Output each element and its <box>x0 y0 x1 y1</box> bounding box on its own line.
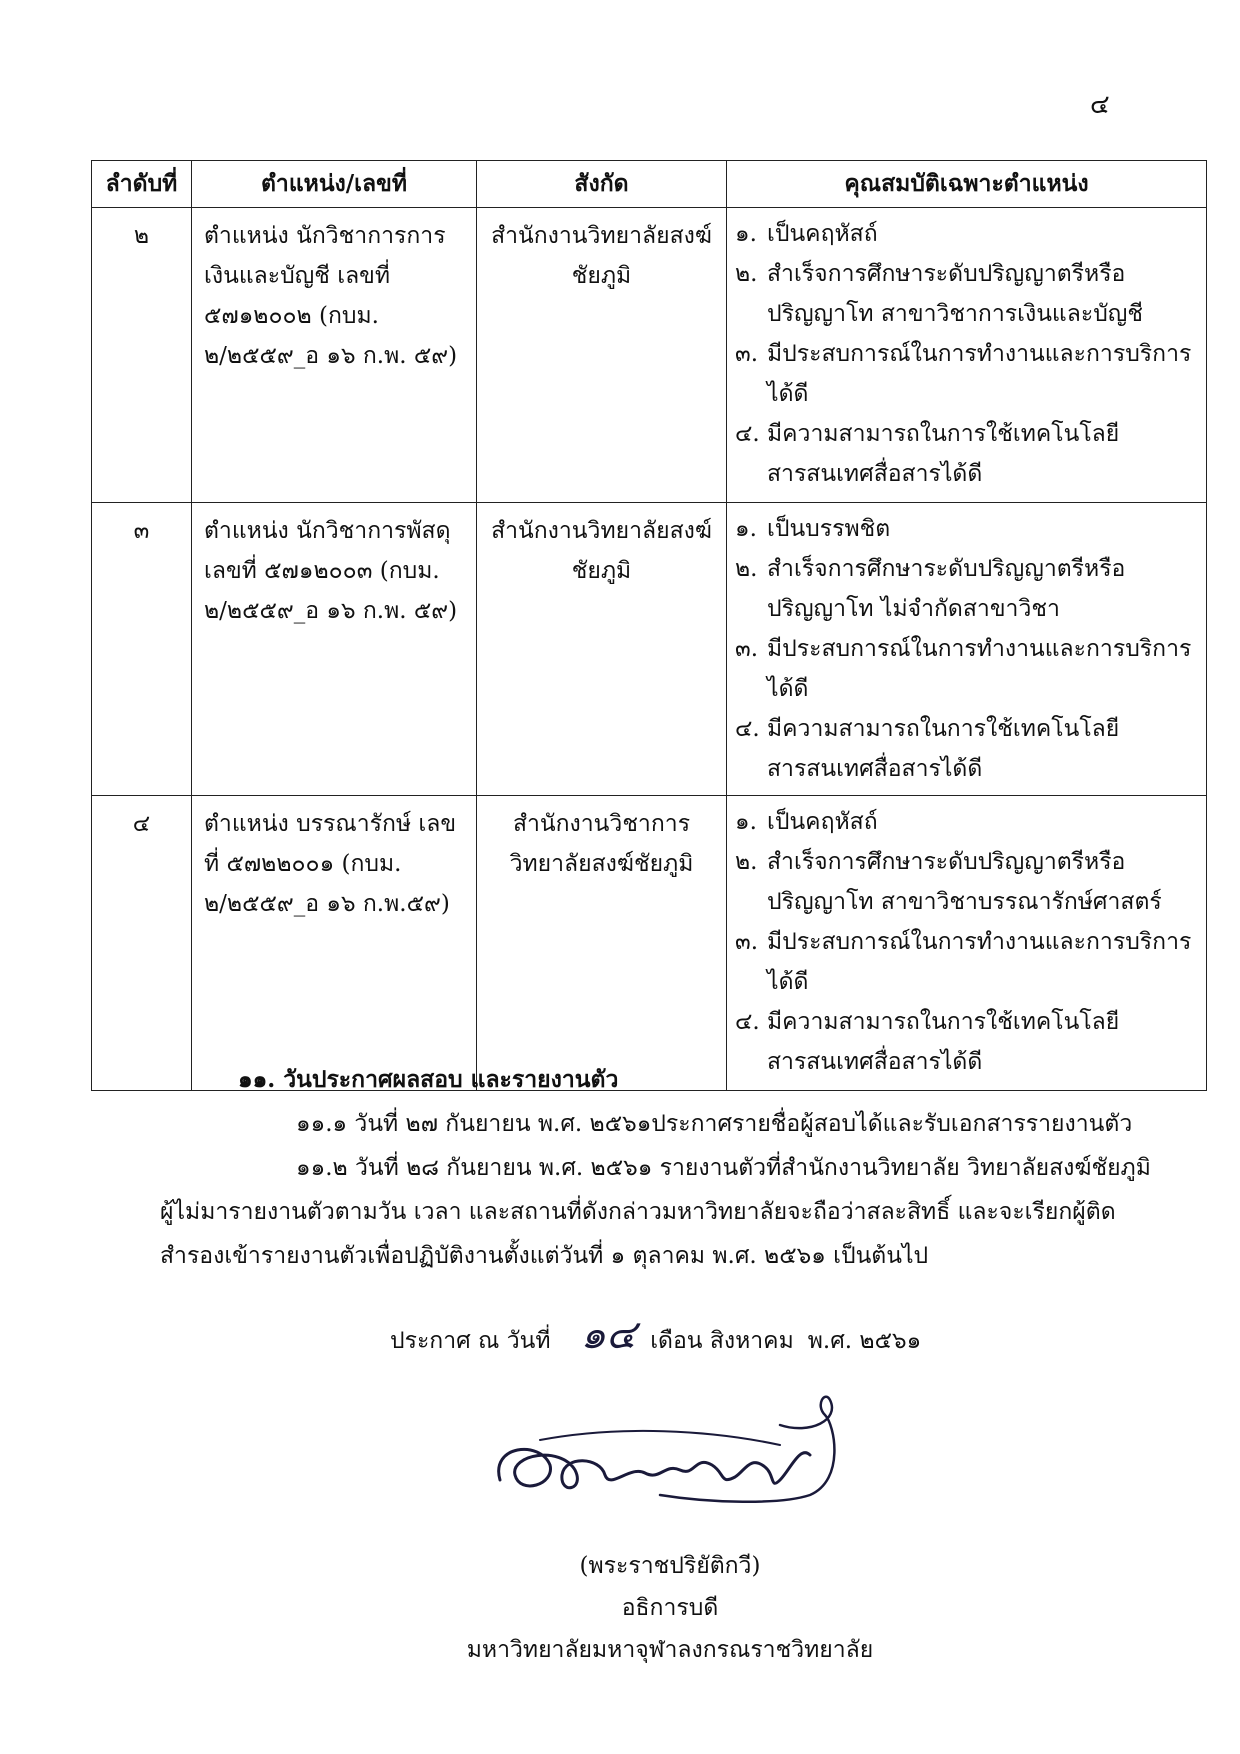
section-heading: ๑๑. วันประกาศผลสอบ และรายงานตัว <box>238 1066 619 1093</box>
table-row <box>92 796 1207 1091</box>
row-number: ๓ <box>92 503 192 796</box>
qualifications-cell <box>727 796 1207 1091</box>
qualification-item: ๔. มีความสามารถในการใช้เทคโนโลยีสารสนเทศสื่อสารได้ดี <box>735 421 1120 487</box>
signatory-title: อธิการบดี <box>621 1595 719 1621</box>
page-number: ๔ <box>1090 90 1110 120</box>
qualifications-cell <box>727 208 1207 503</box>
header-department: สังกัด <box>477 161 727 208</box>
header-qualifications: คุณสมบัติเฉพาะตำแหน่ง <box>727 161 1207 208</box>
qualification-item: ๒. สำเร็จการศึกษาระดับปริญญาตรีหรือปริญญาโท ไม่จำกัดสาขาวิชา <box>735 556 1126 622</box>
signatory-block <box>0 1545 1240 1671</box>
qualification-item: ๓. มีประสบการณ์ในการทำงานและการบริการได้ดี <box>735 929 1192 995</box>
row-number: ๔ <box>92 796 192 1091</box>
announcement-month: เดือน สิงหาคม <box>650 1328 794 1354</box>
signatory-name: (พระราชปริยัติกวี) <box>579 1553 761 1579</box>
qualification-item: ๑. เป็นคฤหัสถ์ <box>735 809 878 835</box>
qualifications-table <box>91 160 1207 1091</box>
announcement-year: พ.ศ. ๒๕๖๑ <box>807 1328 922 1354</box>
header-no: ลำดับที่ <box>92 161 192 208</box>
section-item-11-2-continuation: ผู้ไม่มารายงานตัวตามวัน เวลา และสถานที่ดังกล่าวมหาวิทยาลัยจะถือว่าสละสิทธิ์ และจะเรียกผู้ติดสำรองเข้ารายงานตัวเพื่อปฏิบัติงานตั้งแต่วันที่ ๑ ตุลาคม พ.ศ. ๒๕๖๑ เป็นต้นไป <box>160 1199 1116 1269</box>
qualification-item: ๒. สำเร็จการศึกษาระดับปริญญาตรีหรือปริญญาโท สาขาวิชาการเงินและบัญชี <box>735 261 1144 327</box>
announcement-prefix: ประกาศ ณ วันที่ <box>390 1328 551 1354</box>
table-header-row <box>92 161 1207 208</box>
handwritten-signature <box>480 1385 860 1525</box>
qualification-item: ๔. มีความสามารถในการใช้เทคโนโลยีสารสนเทศสื่อสารได้ดี <box>735 1009 1120 1075</box>
table-row <box>92 503 1207 796</box>
position-cell: ตำแหน่ง นักวิชาการพัสดุ เลขที่ ๕๗๑๒๐๐๓ (กบม. ๒/๒๕๕๙_อ ๑๖ ก.พ. ๕๙) <box>192 503 477 796</box>
qualification-item: ๑. เป็นบรรพชิต <box>735 516 891 542</box>
handwritten-day: ๑๔ <box>580 1312 637 1358</box>
department-cell: สำนักงานวิทยาลัยสงฆ์ชัยภูมิ <box>477 208 727 503</box>
qualification-item: ๑. เป็นคฤหัสถ์ <box>735 221 878 247</box>
department-cell: สำนักงานวิทยาลัยสงฆ์ชัยภูมิ <box>477 503 727 796</box>
qualification-item: ๒. สำเร็จการศึกษาระดับปริญญาตรีหรือปริญญาโท สาขาวิชาบรรณารักษ์ศาสตร์ <box>735 849 1162 915</box>
section-11 <box>0 1058 1240 1278</box>
signatory-organization: มหาวิทยาลัยมหาจุฬาลงกรณราชวิทยาลัย <box>466 1637 874 1663</box>
announcement-date-line <box>390 1302 935 1366</box>
row-number: ๒ <box>92 208 192 503</box>
qualification-item: ๓. มีประสบการณ์ในการทำงานและการบริการได้ดี <box>735 636 1192 702</box>
section-item-11-2: ๑๑.๒ วันที่ ๒๘ กันยายน พ.ศ. ๒๕๖๑ รายงานตัวที่สำนักงานวิทยาลัย วิทยาลัยสงฆ์ชัยภูมิ <box>296 1155 1151 1181</box>
section-item-11-1: ๑๑.๑ วันที่ ๒๗ กันยายน พ.ศ. ๒๕๖๑ประกาศรายชื่อผู้สอบได้และรับเอกสารรายงานตัว <box>296 1111 1133 1137</box>
header-position: ตำแหน่ง/เลขที่ <box>192 161 477 208</box>
qualification-item: ๓. มีประสบการณ์ในการทำงานและการบริการได้ดี <box>735 341 1192 407</box>
position-cell: ตำแหน่ง นักวิชาการการเงินและบัญชี เลขที่ ๕๗๑๒๐๐๒ (กบม. ๒/๒๕๕๙_อ ๑๖ ก.พ. ๕๙) <box>192 208 477 503</box>
qualifications-cell <box>727 503 1207 796</box>
table-row <box>92 208 1207 503</box>
position-cell: ตำแหน่ง บรรณารักษ์ เลขที่ ๕๗๒๒๐๐๑ (กบม. ๒/๒๕๕๙_อ ๑๖ ก.พ.๕๙) <box>192 796 477 1091</box>
qualification-item: ๔. มีความสามารถในการใช้เทคโนโลยีสารสนเทศสื่อสารได้ดี <box>735 716 1120 782</box>
department-cell: สำนักงานวิชาการ วิทยาลัยสงฆ์ชัยภูมิ <box>477 796 727 1091</box>
